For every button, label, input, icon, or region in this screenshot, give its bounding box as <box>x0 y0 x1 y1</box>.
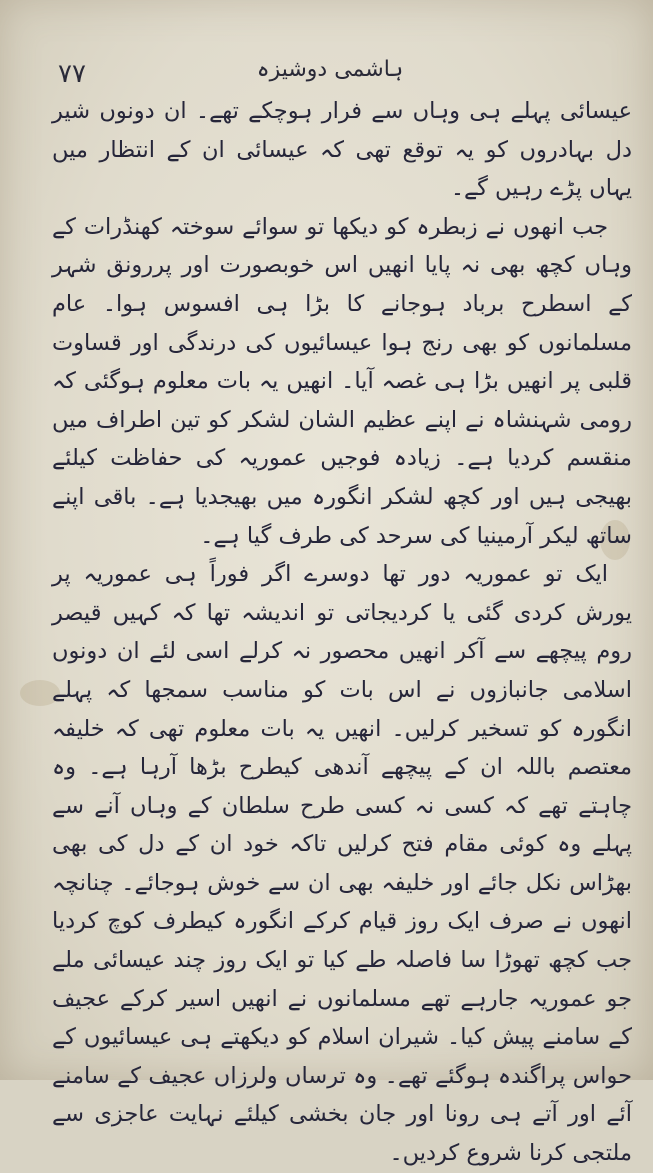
page-header <box>0 55 653 95</box>
page-number: ۷۷ <box>58 59 86 89</box>
paragraph: عیسائی پہلے ہی وہاں سے فرار ہوچکے تھے۔ ان دونوں شیر دل بہادروں کو یہ توقع تھی کہ عیسائی ان کے انتظار میں یہاں پڑے رہیں گے۔ <box>52 98 632 202</box>
paragraph: جب انھوں نے زبطرہ کو دیکھا تو سوائے سوختہ کھنڈرات کے وہاں کچھ بھی نہ پایا انھیں اس خوبصورت اور پررونق شہر کے اسطرح برباد ہوجانے کا بڑا ہی افسوس ہوا۔ عام مسلمانوں کو بھی رنج ہوا عیسائیوں کی درندگی اور قساوت قلبی پر انھیں بڑا ہی غصہ آیا۔ انھیں یہ بات معلوم ہوگئی کہ رومی شہنشاہ نے اپنے عظیم الشان لشکر کو تین اطراف میں منقسم کردیا ہے۔ زیادہ فوجیں عموریہ کی حفاظت کیلئے بھیجی ہیں اور کچھ لشکر انگورہ میں بھیجدیا ہے۔ باقی اپنے ساتھ لیکر آرمینیا کی سرحد کی طرف گیا ہے۔ <box>52 213 632 549</box>
body-text <box>52 92 632 1173</box>
running-title: ہاشمی دوشیزہ <box>256 57 404 82</box>
paragraph: ایک تو عموریہ دور تھا دوسرے اگر فوراً ہی عموریہ پر یورش کردی گئی یا کردیجاتی تو اندیشہ تھا کہ کہیں قیصر روم پیچھے سے آکر انھیں محصور نہ کرلے اسی لئے ان دونوں اسلامی جانبازوں نے اس بات کو مناسب سمجھا کہ پہلے انگورہ کو تسخیر کرلیں۔ انھیں یہ بات معلوم تھی کہ خلیفہ معتصم باللہ ان کے پیچھے آندھی کیطرح بڑھا آرہا ہے۔ وہ چاہتے تھے کہ کسی نہ کسی طرح سلطان کے وہاں آنے سے پہلے وہ کوئی مقام فتح کرلیں تاکہ خود ان کے دل کی بھی بھڑاس نکل جائے اور خلیفہ بھی ان سے خوش ہوجائے۔ چنانچہ انھوں نے صرف ایک روز قیام کرکے انگورہ کیطرف کوچ کردیا جب کچھ تھوڑا سا فاصلہ طے کیا تو ایک روز چند عیسائی ملے جو عموریہ جارہے تھے مسلمانوں نے انھیں اسیر کرکے عجیف کے سامنے پیش کیا۔ شیران اسلام کو دیکھتے ہی عیسائیوں کے حواس پراگندہ ہوگئے تھے۔ وہ ترساں ولرزاں عجیف کے سامنے آئے اور آتے ہی رونا اور جان بخشی کیلئے نہایت عاجزی سے ملتجی کرنا شروع کردیں۔ <box>52 561 632 1167</box>
